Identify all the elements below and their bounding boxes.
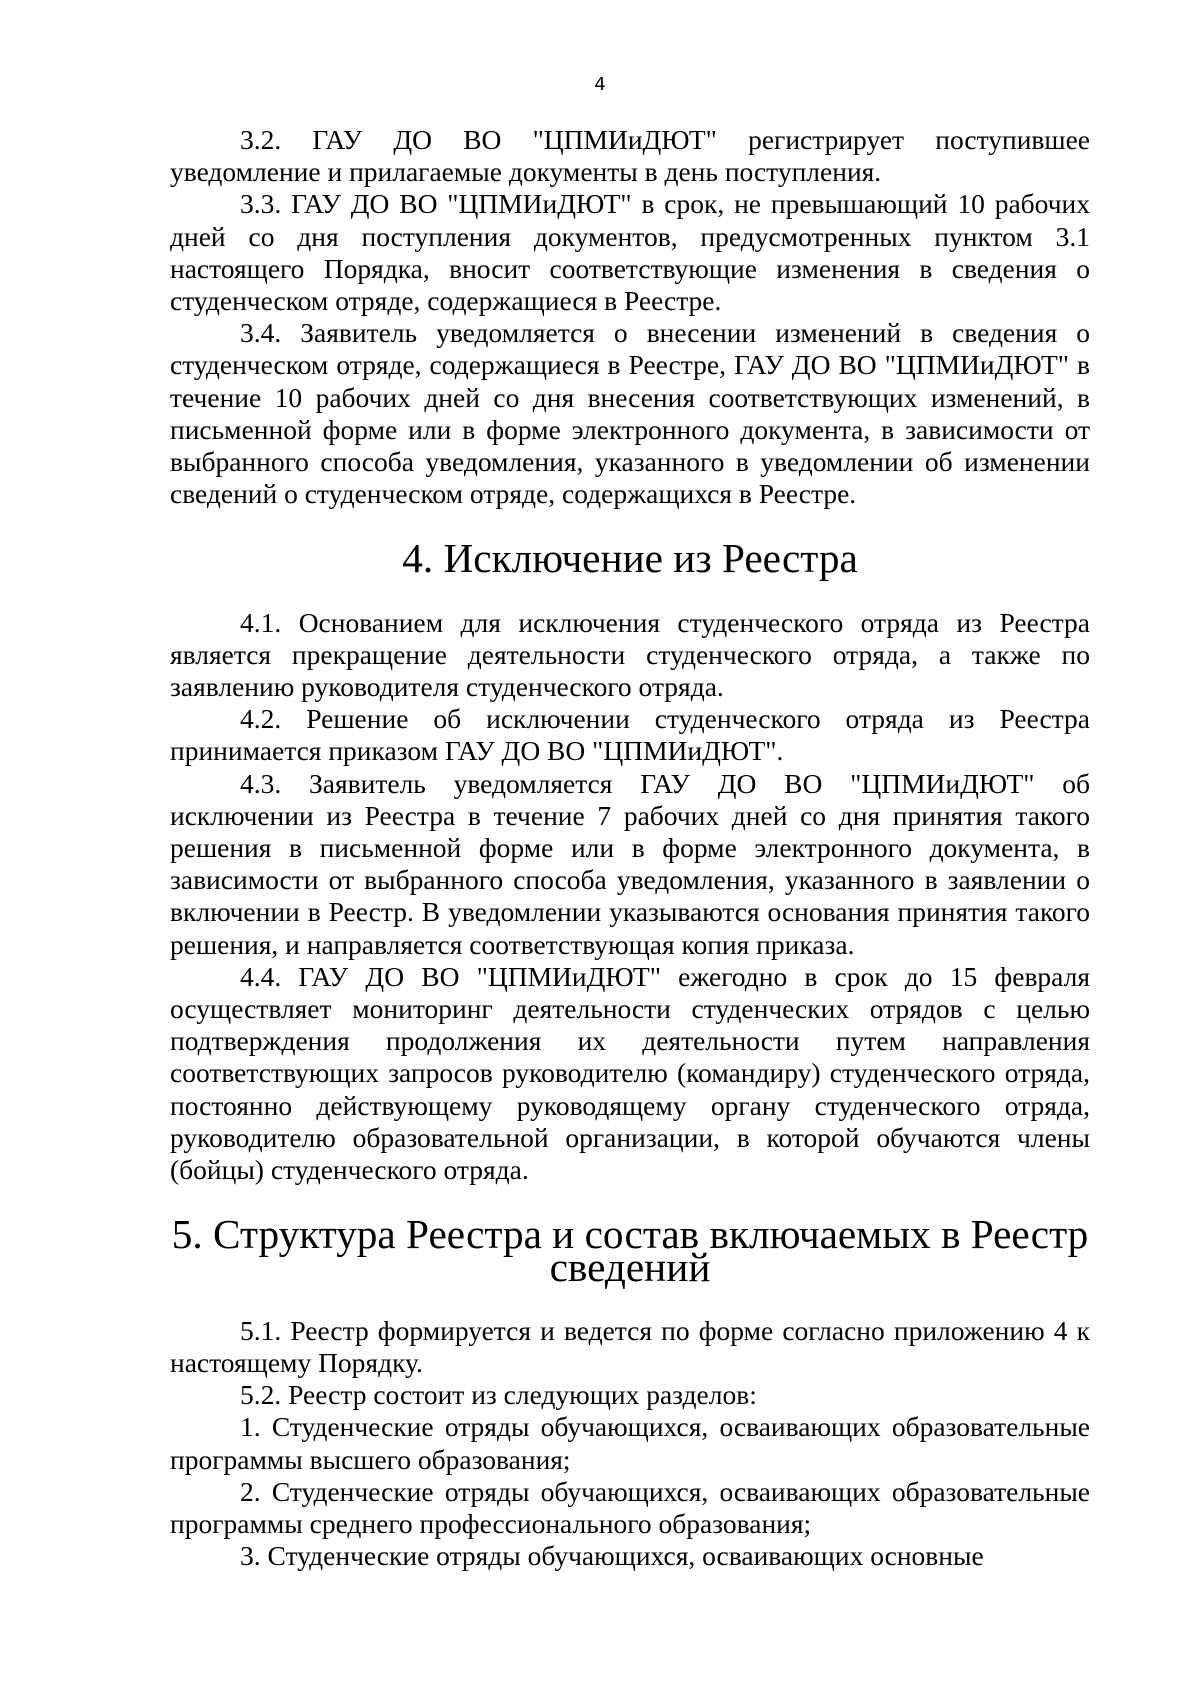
list-item-2: 2. Студенческие отряды обучающихся, осваивающих образовательные программы среднего профессионального образования; — [170, 1475, 1090, 1539]
section-heading-5: 5. Структура Реестра и состав включаемых в Реестр сведений — [171, 1211, 1089, 1290]
page-number: 4 — [594, 74, 606, 95]
list-item-1: 1. Студенческие отряды обучающихся, осваивающих образовательные программы высшего образования; — [170, 1411, 1090, 1475]
paragraph-5-2: 5.2. Реестр состоит из следующих разделов: — [240, 1379, 757, 1411]
paragraph-5-1: 5.1. Реестр формируется и ведется по форме согласно приложению 4 к настоящему Порядку. — [170, 1314, 1090, 1378]
paragraph-3-4: 3.4. Заявитель уведомляется о внесении изменений в сведения о студенческом отряде, содержащиеся в Реестре, ГАУ ДО ВО "ЦПМИиДЮТ" в течение 10 рабочих дней со дня внесения соответствующих изменений, в письменной форме или в форме электронного документа, в зависимости от выбранного способа уведомления, указанного в уведомлении об изменении сведений о студенческом отряде, содержащихся в Реестре. — [170, 317, 1090, 510]
paragraph-3-3: 3.3. ГАУ ДО ВО "ЦПМИиДЮТ" в срок, не превышающий 10 рабочих дней со дня поступления документов, предусмотренных пунктом 3.1 настоящего Порядка, вносит соответствующие изменения в сведения о студенческом отряде, содержащиеся в Реестре. — [170, 188, 1090, 317]
paragraph-4-2: 4.2. Решение об исключении студенческого отряда из Реестра принимается приказом ГАУ ДО ВО "ЦПМИиДЮТ". — [170, 703, 1090, 767]
paragraph-4-4: 4.4. ГАУ ДО ВО "ЦПМИиДЮТ" ежегодно в срок до 15 февраля осуществляет мониторинг деятельности студенческих отрядов с целью подтверждения продолжения их деятельности путем направления соответствующих запросов руководителю (командиру) студенческого отряда, постоянно действующему руководящему органу студенческого отряда, руководителю образовательной организации, в которой обучаются члены (бойцы) студенческого отряда. — [170, 960, 1090, 1186]
section-heading-4: 4. Исключение из Реестра — [402, 535, 858, 582]
paragraph-4-1: 4.1. Основанием для исключения студенческого отряда из Реестра является прекращение деятельности студенческого отряда, а также по заявлению руководителя студенческого отряда. — [170, 606, 1090, 703]
document-body — [170, 124, 1090, 1572]
paragraph-3-2: 3.2. ГАУ ДО ВО "ЦПМИиДЮТ" регистрирует поступившее уведомление и прилагаемые документы в день поступления. — [170, 124, 1090, 188]
list-item-3: 3. Студенческие отряды обучающихся, осваивающих основные — [240, 1540, 984, 1572]
paragraph-4-3: 4.3. Заявитель уведомляется ГАУ ДО ВО "ЦПМИиДЮТ" об исключении из Реестра в течение 7 рабочих дней со дня принятия такого решения в письменной форме или в форме электронного документа, в зависимости от выбранного способа уведомления, указанного в заявлении о включении в Реестр. В уведомлении указываются основания принятия такого решения, и направляется соответствующая копия приказа. — [170, 767, 1090, 960]
